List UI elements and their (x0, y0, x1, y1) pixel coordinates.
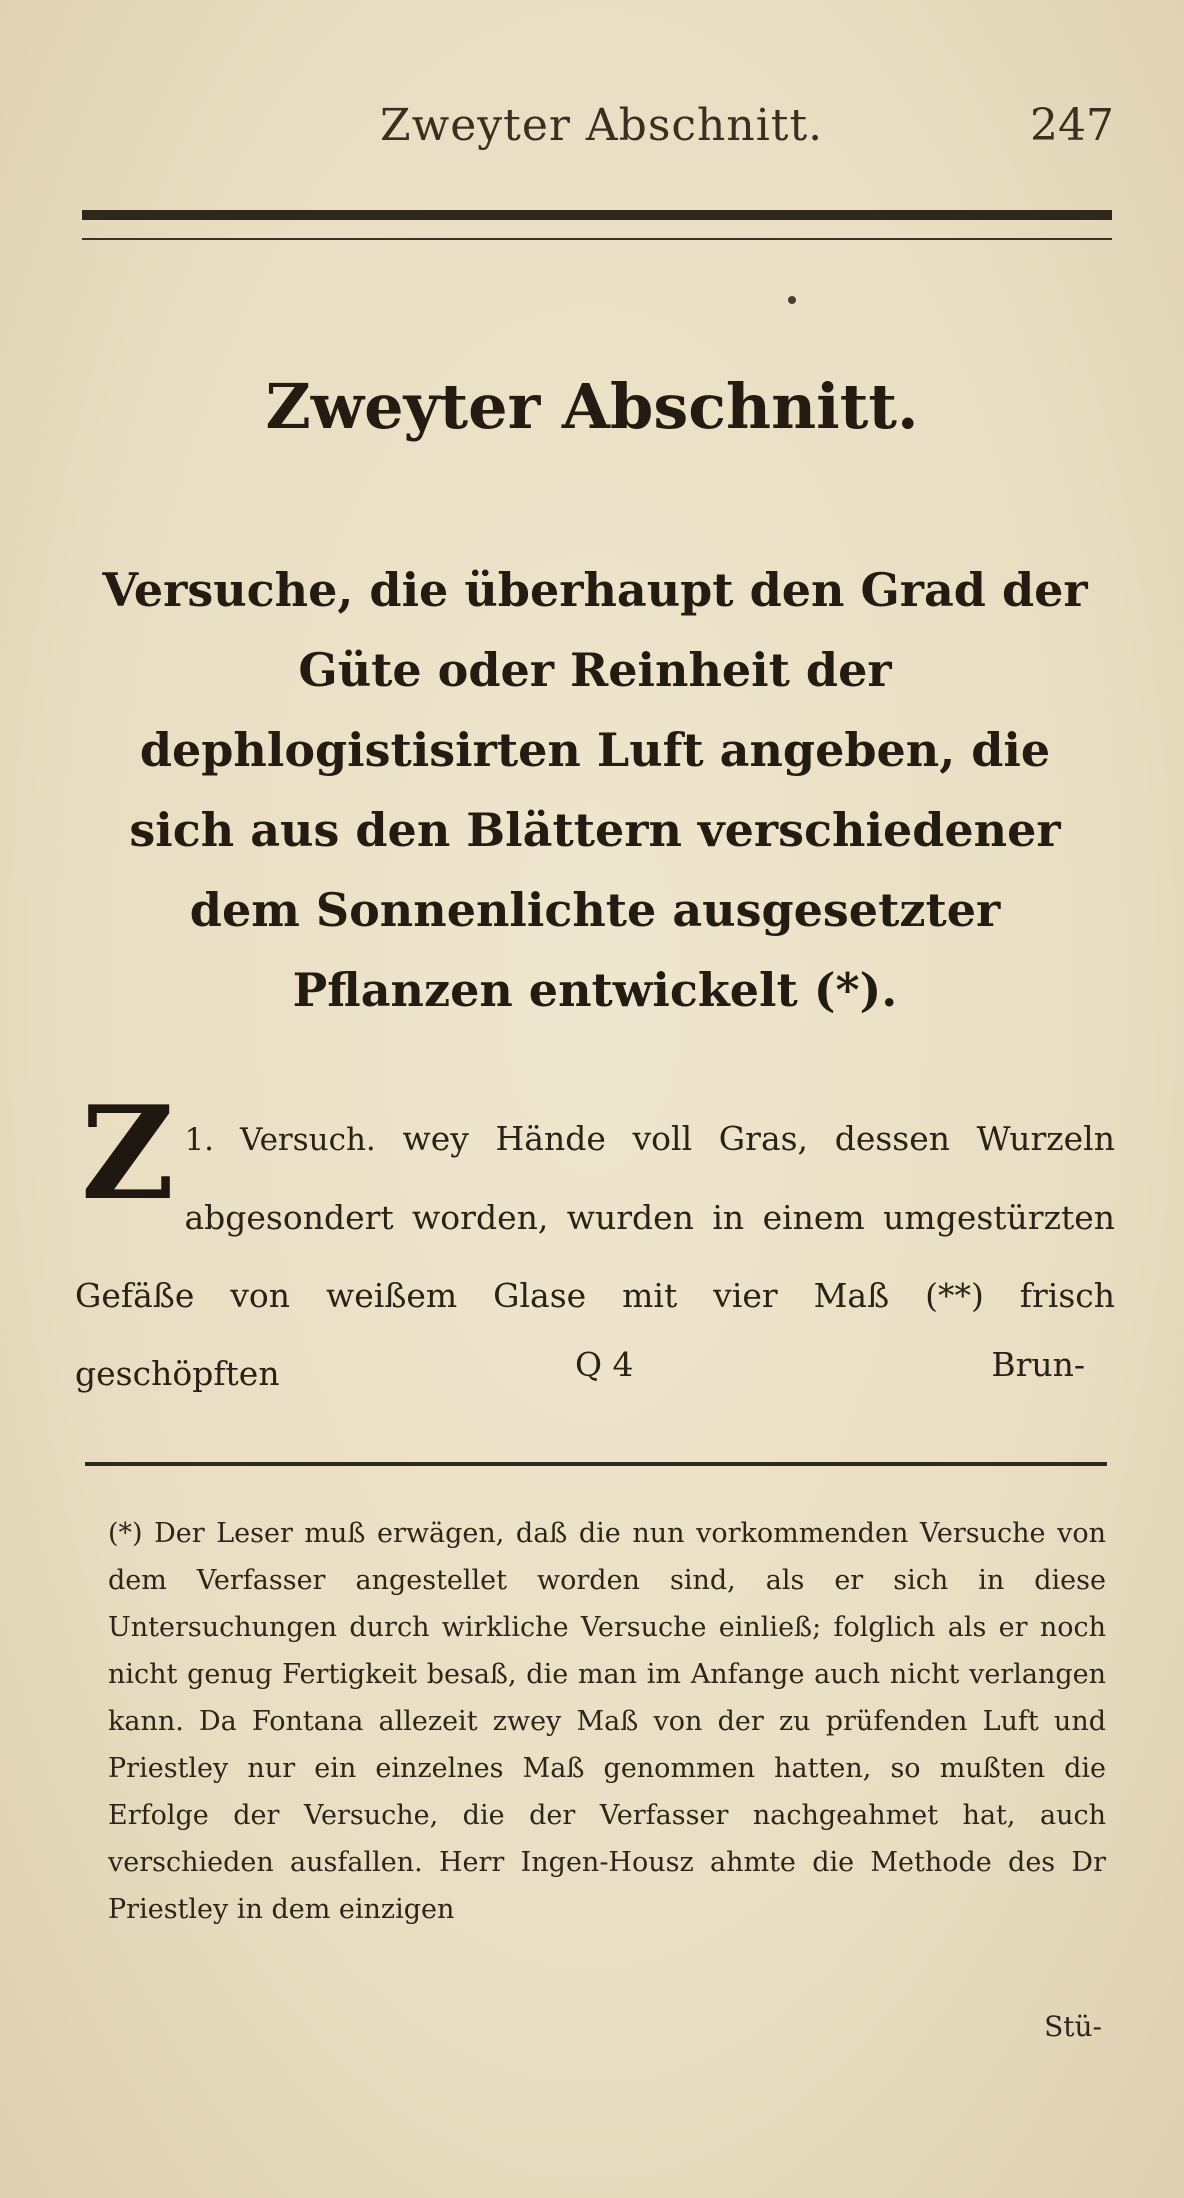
signature-mark: Q 4 (575, 1345, 634, 1384)
page-number: 247 (1030, 100, 1114, 151)
footnote-catchword: Stü- (1044, 2010, 1102, 2043)
body-text: wey Hände voll Gras, dessen Wurzeln abgesondert worden, wurden in einem umgestürzten Gefäße von weißem Glase mit vier Maß (**) frisch geschöpften (75, 1119, 1115, 1393)
section-heading: Versuche, die überhaupt den Grad der Güte oder Reinheit der dephlogistisirten Luft angeben, die sich aus den Blättern verschiedener dem Sonnenlichte ausgesetzter Pflanzen entwickelt (*). (102, 563, 1088, 1017)
header-rule-thick (82, 210, 1112, 220)
experiment-label: 1. Versuch. (184, 1122, 376, 1158)
header-rule-thin (82, 238, 1112, 240)
drop-cap: Z (81, 1079, 175, 1229)
footnote: (*) Der Leser muß erwägen, daß die nun vorkommenden Versuche von dem Verfasser angestellet worden sind, als er sich in diese Untersuchungen durch wirkliche Versuche einließ; folglich als er noch nicht genug Fertigkeit besaß, die man im Anfange auch nicht verlangen kann. Da Fontana allezeit zwey Maß von der zu prüfenden Luft und Priestley nur ein einzelnes Maß genommen hatten, so mußten die Erfolge der Versuche, die der Verfasser nachgeahmet hat, auch verschieden ausfallen. Herr Ingen-Housz ahmte die Methode des Dr Priestley in dem einzigen (108, 1518, 1106, 1925)
section-title: Zweyter Abschnitt. (265, 370, 919, 443)
footnote-rule (85, 1462, 1107, 1466)
running-head: Zweyter Abschnitt. (380, 100, 824, 151)
catchword: Brun- (991, 1345, 1085, 1384)
ornament-dot (788, 296, 796, 304)
